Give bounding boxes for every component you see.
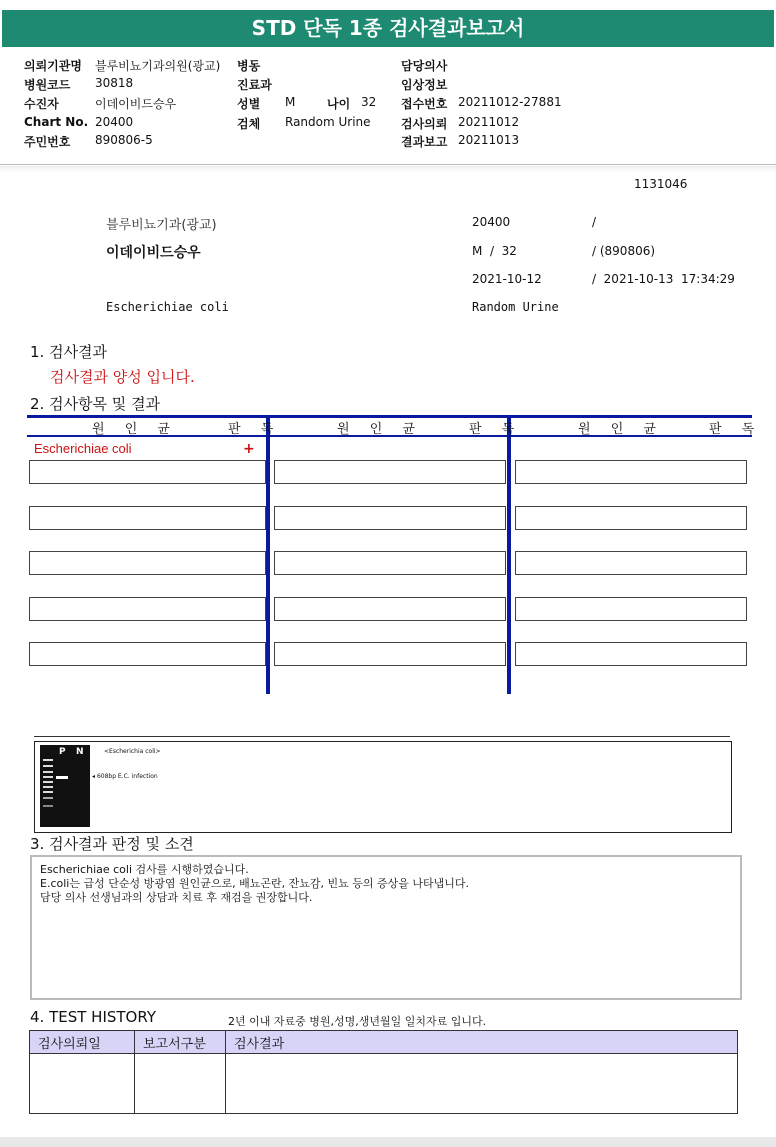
- gel-lane-n: N: [76, 747, 84, 757]
- sex-value: M: [285, 95, 296, 109]
- col-judgement-3: 판 독: [709, 422, 763, 437]
- doctor-label: 담당의사: [401, 59, 448, 73]
- header-shadow: [0, 166, 776, 172]
- header-divider: [0, 164, 776, 165]
- request-value: 20211012: [458, 115, 520, 129]
- specimen-label: 검체: [237, 117, 261, 131]
- result-cell: [29, 597, 266, 621]
- findings-line-3: 담당 의사 선생님과의 상담과 치료 후 재검을 권장합니다.: [40, 891, 313, 904]
- grid-divider-2: [507, 415, 511, 694]
- patient-value: 이데이비드승우: [95, 97, 177, 111]
- result-cell: [515, 506, 747, 530]
- result-cell: [274, 460, 506, 484]
- idnum-label: 주민번호: [24, 135, 71, 149]
- result-cell: [274, 506, 506, 530]
- result-cell: [515, 551, 747, 575]
- gel-image: [40, 745, 90, 827]
- footer-bar: [0, 1137, 776, 1147]
- section4-title: 4. TEST HISTORY: [30, 1008, 156, 1026]
- section2-title: 2. 검사항목 및 결과: [30, 395, 161, 413]
- request-label: 검사의뢰: [401, 117, 448, 131]
- result-cell: [274, 597, 506, 621]
- ward-label: 병동: [237, 59, 261, 73]
- result-cell: [29, 506, 266, 530]
- summary-specimen: Random Urine: [472, 300, 559, 314]
- findings-box: [30, 855, 742, 1000]
- col-pathogen-1: 원 인 균: [92, 422, 178, 437]
- specimen-value: Random Urine: [285, 115, 371, 129]
- history-col-result: 검사결과: [226, 1031, 738, 1054]
- col-pathogen-2: 원 인 균: [337, 422, 423, 437]
- gel-top-rule: [34, 736, 730, 737]
- history-col-report-type: 보고서구분: [135, 1031, 226, 1054]
- result-cell: [515, 460, 747, 484]
- result-cell: [29, 460, 266, 484]
- section3-title: 3. 검사결과 판정 및 소견: [30, 835, 194, 853]
- hospital-code-value: 30818: [95, 76, 134, 90]
- result-cell: [274, 551, 506, 575]
- clinical-label: 임상정보: [401, 78, 448, 92]
- institution-label: 의뢰기관명: [24, 59, 82, 73]
- gel-band-label: [92, 773, 158, 780]
- receipt-value: 20211012-27881: [458, 95, 562, 109]
- history-table: [29, 1030, 738, 1114]
- findings-line-2: E.coli는 급성 단순성 방광염 원인균으로, 배뇨곤란, 잔뇨감, 빈뇨 등의 증상을 나타냅니다.: [40, 877, 469, 890]
- institution-value: 블루비뇨기과의원(광교): [95, 59, 221, 73]
- report-date-label: 결과보고: [401, 135, 448, 149]
- findings-line-1: Escherichiae coli 검사를 시행하였습니다.: [40, 863, 249, 876]
- history-cell: [135, 1054, 226, 1114]
- result-positive-text: 검사결과 양성 입니다.: [50, 368, 195, 386]
- result-cell: [515, 642, 747, 666]
- gel-caption: <Escherichia coli>: [104, 748, 161, 755]
- history-cell: [30, 1054, 135, 1114]
- summary-date-request: 2021-10-12: [472, 272, 542, 286]
- report-date-value: 20211013: [458, 133, 520, 147]
- section1-title: 1. 검사결과: [30, 343, 108, 361]
- age-value: 32: [361, 95, 377, 109]
- arrow-left-icon: ◂: [92, 773, 96, 780]
- report-code: 1131046: [634, 177, 688, 191]
- history-note: 2년 이내 자료중 병원,성명,생년월일 일치자료 입니다.: [228, 1015, 487, 1028]
- history-cell: [226, 1054, 738, 1114]
- col-judgement-2: 판 독: [469, 422, 523, 437]
- chart-label: Chart No.: [24, 115, 89, 129]
- summary-birth: / (890806): [592, 244, 656, 258]
- gel-lane-p: P: [59, 747, 66, 757]
- result-row1-judgement: +: [243, 441, 255, 457]
- patient-label: 수진자: [24, 97, 59, 111]
- dept-label: 진료과: [237, 78, 272, 92]
- age-label: 나이: [327, 97, 351, 111]
- report-title: STD 단독 1종 검사결과보고서: [2, 10, 774, 47]
- receipt-label: 접수번호: [401, 97, 448, 111]
- chart-value: 20400: [95, 115, 134, 129]
- summary-chart: 20400: [472, 215, 511, 229]
- summary-sex-age: M / 32: [472, 244, 517, 258]
- result-row1-pathogen: Escherichiae coli: [34, 441, 132, 456]
- col-pathogen-3: 원 인 균: [578, 422, 664, 437]
- summary-slash: /: [592, 215, 597, 229]
- summary-date-report: / 2021-10-13 17:34:29: [592, 272, 735, 286]
- gel-band-text: 608bp E.C. infection: [96, 773, 158, 780]
- col-judgement-1: 판 독: [228, 422, 282, 437]
- sex-label: 성별: [237, 97, 261, 111]
- result-cell: [274, 642, 506, 666]
- summary-organism: Escherichiae coli: [106, 300, 229, 314]
- grid-divider-1: [266, 415, 270, 694]
- history-col-request-date: 검사의뢰일: [30, 1031, 135, 1054]
- result-cell: [29, 551, 266, 575]
- idnum-value: 890806-5: [95, 133, 153, 147]
- result-cell: [29, 642, 266, 666]
- summary-clinic: 블루비뇨기과(광교): [106, 218, 217, 233]
- summary-patient: 이데이비드승우: [106, 245, 201, 261]
- hospital-code-label: 병원코드: [24, 78, 71, 92]
- result-cell: [515, 597, 747, 621]
